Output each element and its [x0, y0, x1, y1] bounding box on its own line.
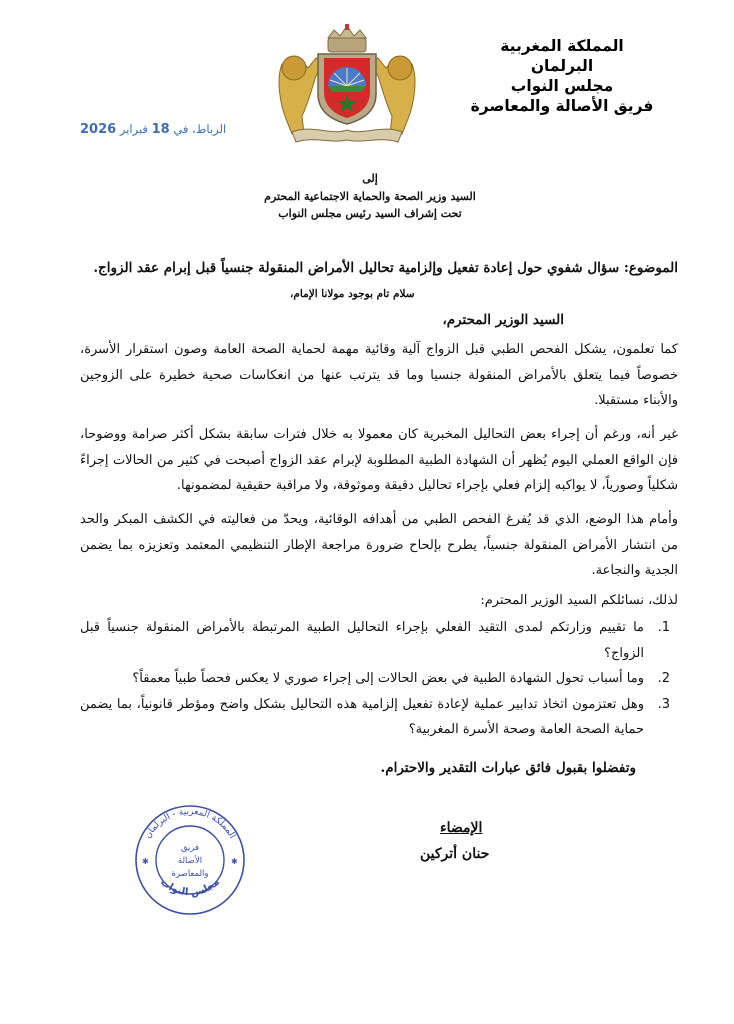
morocco-coat-of-arms-icon: [272, 24, 422, 146]
org-line-kingdom: المملكة المغربية: [500, 37, 624, 55]
paragraph-intro: كما تعلمون، يشكل الفحص الطبي قبل الزواج آلية وقائية مهمة لحماية الصحة العامة وصون استقرار الأسرة، خصوصاً فيما يتعلق بالأمراض المنقولة جنسيا وما قد يترتب عنها من انعكاسات صحية خطيرة على الزوجين والأبناء مستقبلا.: [80, 342, 678, 408]
questions-list: [80, 615, 678, 743]
date-prefix: الرباط، في: [173, 122, 227, 136]
question-number: 2.: [657, 671, 670, 686]
stamp-star-left: ✱: [142, 857, 149, 866]
stamp-star-right: ✱: [231, 857, 238, 866]
greeting: سلام تام بوجود مولانا الإمام،: [290, 288, 415, 300]
date-year: 2026: [80, 122, 117, 137]
stamp-outer-top-text: المملكة المغربية - البرلمان: [143, 806, 238, 841]
official-stamp-icon: [130, 800, 250, 920]
stamp-inner-line-2: الأصالة: [177, 856, 203, 866]
addressee-recipient: السيد وزير الصحة والحماية الاجتماعية المحترم: [264, 189, 476, 203]
addressee-via: تحت إشراف السيد رئيس مجلس النواب: [278, 207, 462, 220]
document-date: [80, 122, 226, 137]
salutation: السيد الوزير المحترم،: [442, 312, 564, 328]
date-month: فبراير: [119, 122, 148, 136]
org-line-group: فريق الأصالة والمعاصرة: [470, 97, 654, 115]
question-number: 3.: [657, 696, 670, 712]
stamp-outer-bottom-text: مجلس النواب: [158, 876, 222, 899]
signatory-name: حنان أتركين: [420, 846, 490, 862]
paragraph-problem: غير أنه، ورغم أن إجراء بعض التحاليل المخبرية كان معمولا به خلال فترات سابقة بشكل أكثر صرامة ووضوحا، فإن الواقع العملي اليوم يُظهر أن الشهادة الطبية المطلوبة لإبرام عقد الزواج أصبحت في كثير من الحالات إجراءً شكلياً وصورياً، لا يواكبه إلزام فعلي بإجراء تحاليل دقيقة وموثوقة، ولا مراقبة حقيقية لمضمونها.: [80, 427, 678, 493]
question-text: وهل تعتزمون اتخاذ تدابير عملية لإعادة تفعيل إلزامية هذه التحاليل بشكل واضح ومؤطر قانونياً، بما يضمن حماية الصحة العامة وصحة الأسرة المغربية؟: [80, 696, 644, 737]
question-number: 1.: [657, 620, 670, 635]
crown-icon: [328, 24, 366, 52]
stamp-inner-line-3: والمعاصرة: [171, 869, 209, 879]
question-item: [80, 615, 678, 666]
org-line-parliament: البرلمان: [530, 57, 594, 75]
question-text: وما أسباب تحول الشهادة الطبية في بعض الحالات إلى إجراء صوري لا يعكس فحصاً طبياً معمقاً؟: [132, 671, 644, 686]
addressee-block: [200, 170, 540, 223]
paragraph-need: وأمام هذا الوضع، الذي قد يُفرغ الفحص الطبي من أهدافه الوقائية، ويحدّ من فعاليته في الكشف المبكر والحد من انتشار الأمراض المنقولة جنسياً، يطرح بإلحاح ضرورة مراجعة الإطار التنظيمي المعتمد وتعزيزه بما يضمن الجدية والنجاعة.: [80, 512, 678, 578]
stamp-inner-line-1: فريق: [180, 843, 200, 853]
signature-label: الإمضاء: [440, 820, 483, 836]
subject-line: الموضوع: سؤال شفوي حول إعادة تفعيل وإلزامية تحاليل الأمراض المنقولة جنسياً قبل إبرام عقد الزواج.: [93, 260, 678, 276]
paragraph-question-intro: لذلك، نسائلكم السيد الوزير المحترم:: [480, 593, 678, 608]
org-line-house: مجلس النواب: [510, 77, 614, 95]
question-item: [80, 692, 678, 743]
question-item: [80, 666, 678, 692]
question-text: ما تقييم وزارتكم لمدى التقيد الفعلي بإجراء التحاليل الطبية المرتبطة بالأمراض المنقولة جنسياً قبل الزواج؟: [80, 620, 644, 661]
closing-line: وتفضلوا بقبول فائق عبارات التقدير والاحترام.: [380, 760, 636, 776]
organization-header: [432, 36, 692, 116]
date-day: 18: [151, 122, 170, 137]
addressee-to: إلى: [362, 172, 378, 185]
